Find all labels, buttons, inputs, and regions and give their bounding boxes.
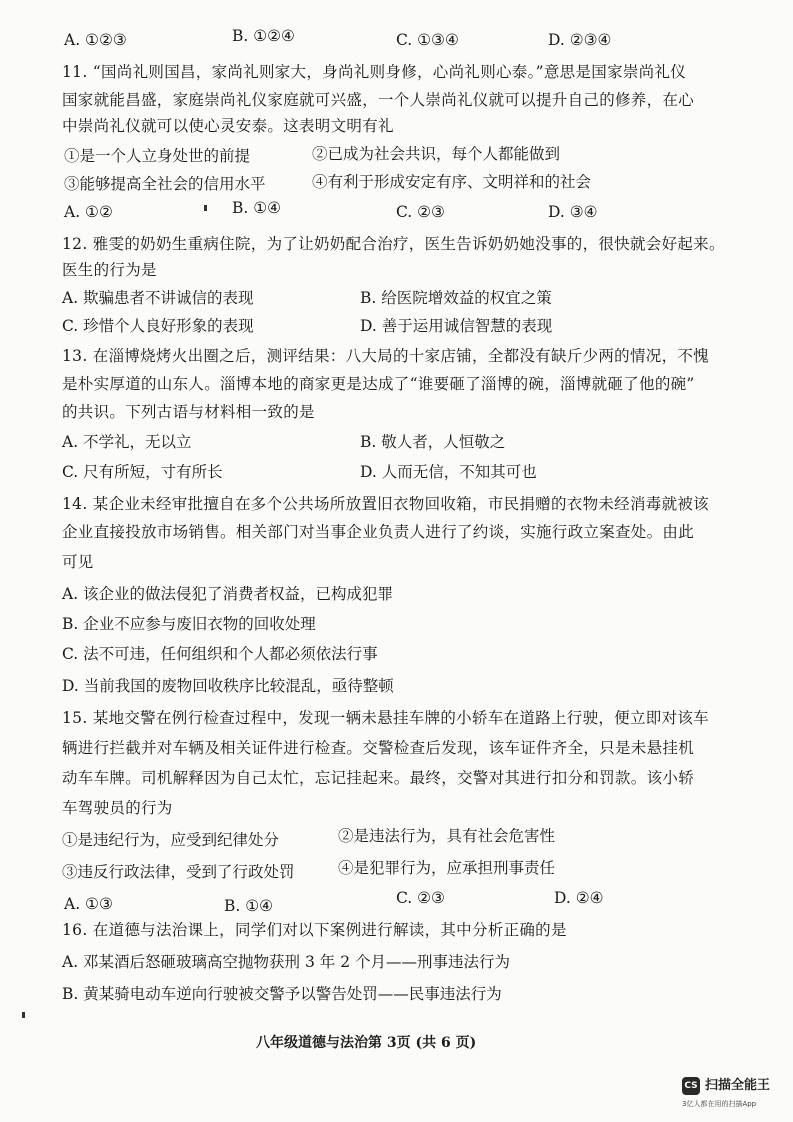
- q11-option-d: D. ③④: [548, 203, 598, 221]
- q13-stem-line: 是朴实厚道的山东人。淄博本地的商家更是达成了“谁要砸了淄博的碗，淄博就砸了他的碗”: [62, 375, 695, 393]
- q14-stem-line: 14. 某企业未经审批擅自在多个公共场所放置旧衣物回收箱，市民捐赠的衣物未经消毒就被该: [62, 495, 709, 513]
- q15-stem-line: 车驾驶员的行为: [62, 799, 173, 817]
- q12-stem-line: 医生的行为是: [62, 261, 157, 279]
- q14-stem-line: 可见: [62, 553, 94, 571]
- q13-option-c: C. 尺有所短，寸有所长: [62, 463, 223, 481]
- q16-stem-line: 16. 在道德与法治课上，同学们对以下案例进行解读，其中分析正确的是: [62, 921, 567, 939]
- q14-option-d: D. 当前我国的废物回收秩序比较混乱，亟待整顿: [62, 677, 394, 695]
- q12-stem-line: 12. 雅雯的奶奶生重病住院，为了让奶奶配合治疗，医生告诉奶奶她没事的，很快就会好起来。: [62, 235, 725, 253]
- q11-option-a: A. ①②: [64, 203, 113, 221]
- scan-speck: [22, 1012, 25, 1018]
- q11-statement: ①是一个人立身处世的前提: [64, 147, 251, 165]
- q15-option-b: B. ①④: [224, 897, 274, 915]
- q15-option-c: C. ②③: [396, 889, 445, 907]
- scanner-watermark: [682, 1075, 786, 1115]
- scanner-name: 扫描全能王: [705, 1078, 771, 1093]
- q10-option-a: A. ①②③: [64, 31, 127, 49]
- q15-statement: ③违反行政法律，受到了行政处罚: [62, 863, 295, 881]
- q12-option-c: C. 珍惜个人良好形象的表现: [62, 317, 254, 335]
- q13-stem-line: 13. 在淄博烧烤火出圈之后，测评结果：八大局的十家店铺，全都没有缺斤少两的情况，不愧: [62, 347, 709, 365]
- q13-stem-line: 的共识。下列古语与材料相一致的是: [62, 403, 315, 421]
- q10-option-c: C. ①③④: [396, 31, 459, 49]
- q15-stem-line: 15. 某地交警在例行检查过程中，发现一辆未悬挂车牌的小轿车在道路上行驶，便立即对该车: [62, 709, 709, 727]
- q13-option-a: A. 不学礼，无以立: [62, 433, 192, 451]
- q15-statement: ②是违法行为，具有社会危害性: [338, 827, 556, 845]
- scanner-tagline: 3亿人都在用的扫描App: [682, 1100, 757, 1108]
- q14-stem-line: 企业直接投放市场销售。相关部门对当事企业负责人进行了约谈，实施行政立案查处。由此: [62, 523, 695, 541]
- scan-speck: [204, 205, 207, 211]
- q14-option-b: B. 企业不应参与废旧衣物的回收处理: [62, 615, 316, 633]
- q13-option-b: B. 敬人者，人恒敬之: [360, 433, 506, 451]
- q11-stem-line: 11. “国尚礼则国昌，家尚礼则家大，身尚礼则身修，心尚礼则心泰。”意思是国家崇尚礼仪: [62, 63, 687, 81]
- q15-stem-line: 动车车牌。司机解释因为自己太忙，忘记挂起来。最终，交警对其进行扣分和罚款。该小轿: [62, 769, 695, 787]
- q12-option-b: B. 给医院增效益的权宜之策: [360, 289, 552, 307]
- q10-option-d: D. ②③④: [548, 31, 612, 49]
- q15-stem-line: 辆进行拦截并对车辆及相关证件进行检查。交警检查后发现，该车证件齐全，只是未悬挂机: [62, 739, 695, 757]
- q13-option-d: D. 人而无信，不知其可也: [360, 463, 537, 481]
- q14-option-c: C. 法不可违，任何组织和个人都必须依法行事: [62, 645, 378, 663]
- q12-option-d: D. 善于运用诚信智慧的表现: [360, 317, 553, 335]
- q15-option-a: A. ①③: [64, 895, 113, 913]
- q11-option-b: B. ①④: [232, 199, 282, 217]
- q11-option-c: C. ②③: [396, 203, 445, 221]
- q12-option-a: A. 欺骗患者不讲诚信的表现: [62, 289, 254, 307]
- q11-stem-line: 国家就能昌盛，家庭崇尚礼仪家庭就可兴盛，一个人崇尚礼仪就可以提升自己的修养，在心: [62, 91, 695, 109]
- q16-option-b: B. 黄某骑电动车逆向行驶被交警予以警告处罚——民事违法行为: [62, 985, 502, 1003]
- q15-statement: ④是犯罪行为，应承担刑事责任: [338, 859, 556, 877]
- q14-option-a: A. 该企业的做法侵犯了消费者权益，已构成犯罪: [62, 585, 394, 603]
- q11-statement: ④有利于形成安定有序、文明祥和的社会: [312, 173, 592, 191]
- q11-statement: ②已成为社会共识，每个人都能做到: [312, 145, 561, 163]
- q15-option-d: D. ②④: [554, 889, 604, 907]
- q10-option-b: B. ①②④: [232, 27, 295, 45]
- scanner-logo-icon: CS: [682, 1077, 700, 1095]
- page-footer: 八年级道德与法治第 3页 (共 6 页): [256, 1035, 477, 1051]
- q11-statement: ③能够提高全社会的信用水平: [64, 175, 266, 193]
- q15-statement: ①是违纪行为，应受到纪律处分: [62, 831, 280, 849]
- q16-option-a: A. 邓某酒后怒砸玻璃高空抛物获刑 3 年 2 个月——刑事违法行为: [62, 953, 510, 971]
- q11-stem-line: 中崇尚礼仪就可以使心灵安泰。这表明文明有礼: [62, 117, 394, 135]
